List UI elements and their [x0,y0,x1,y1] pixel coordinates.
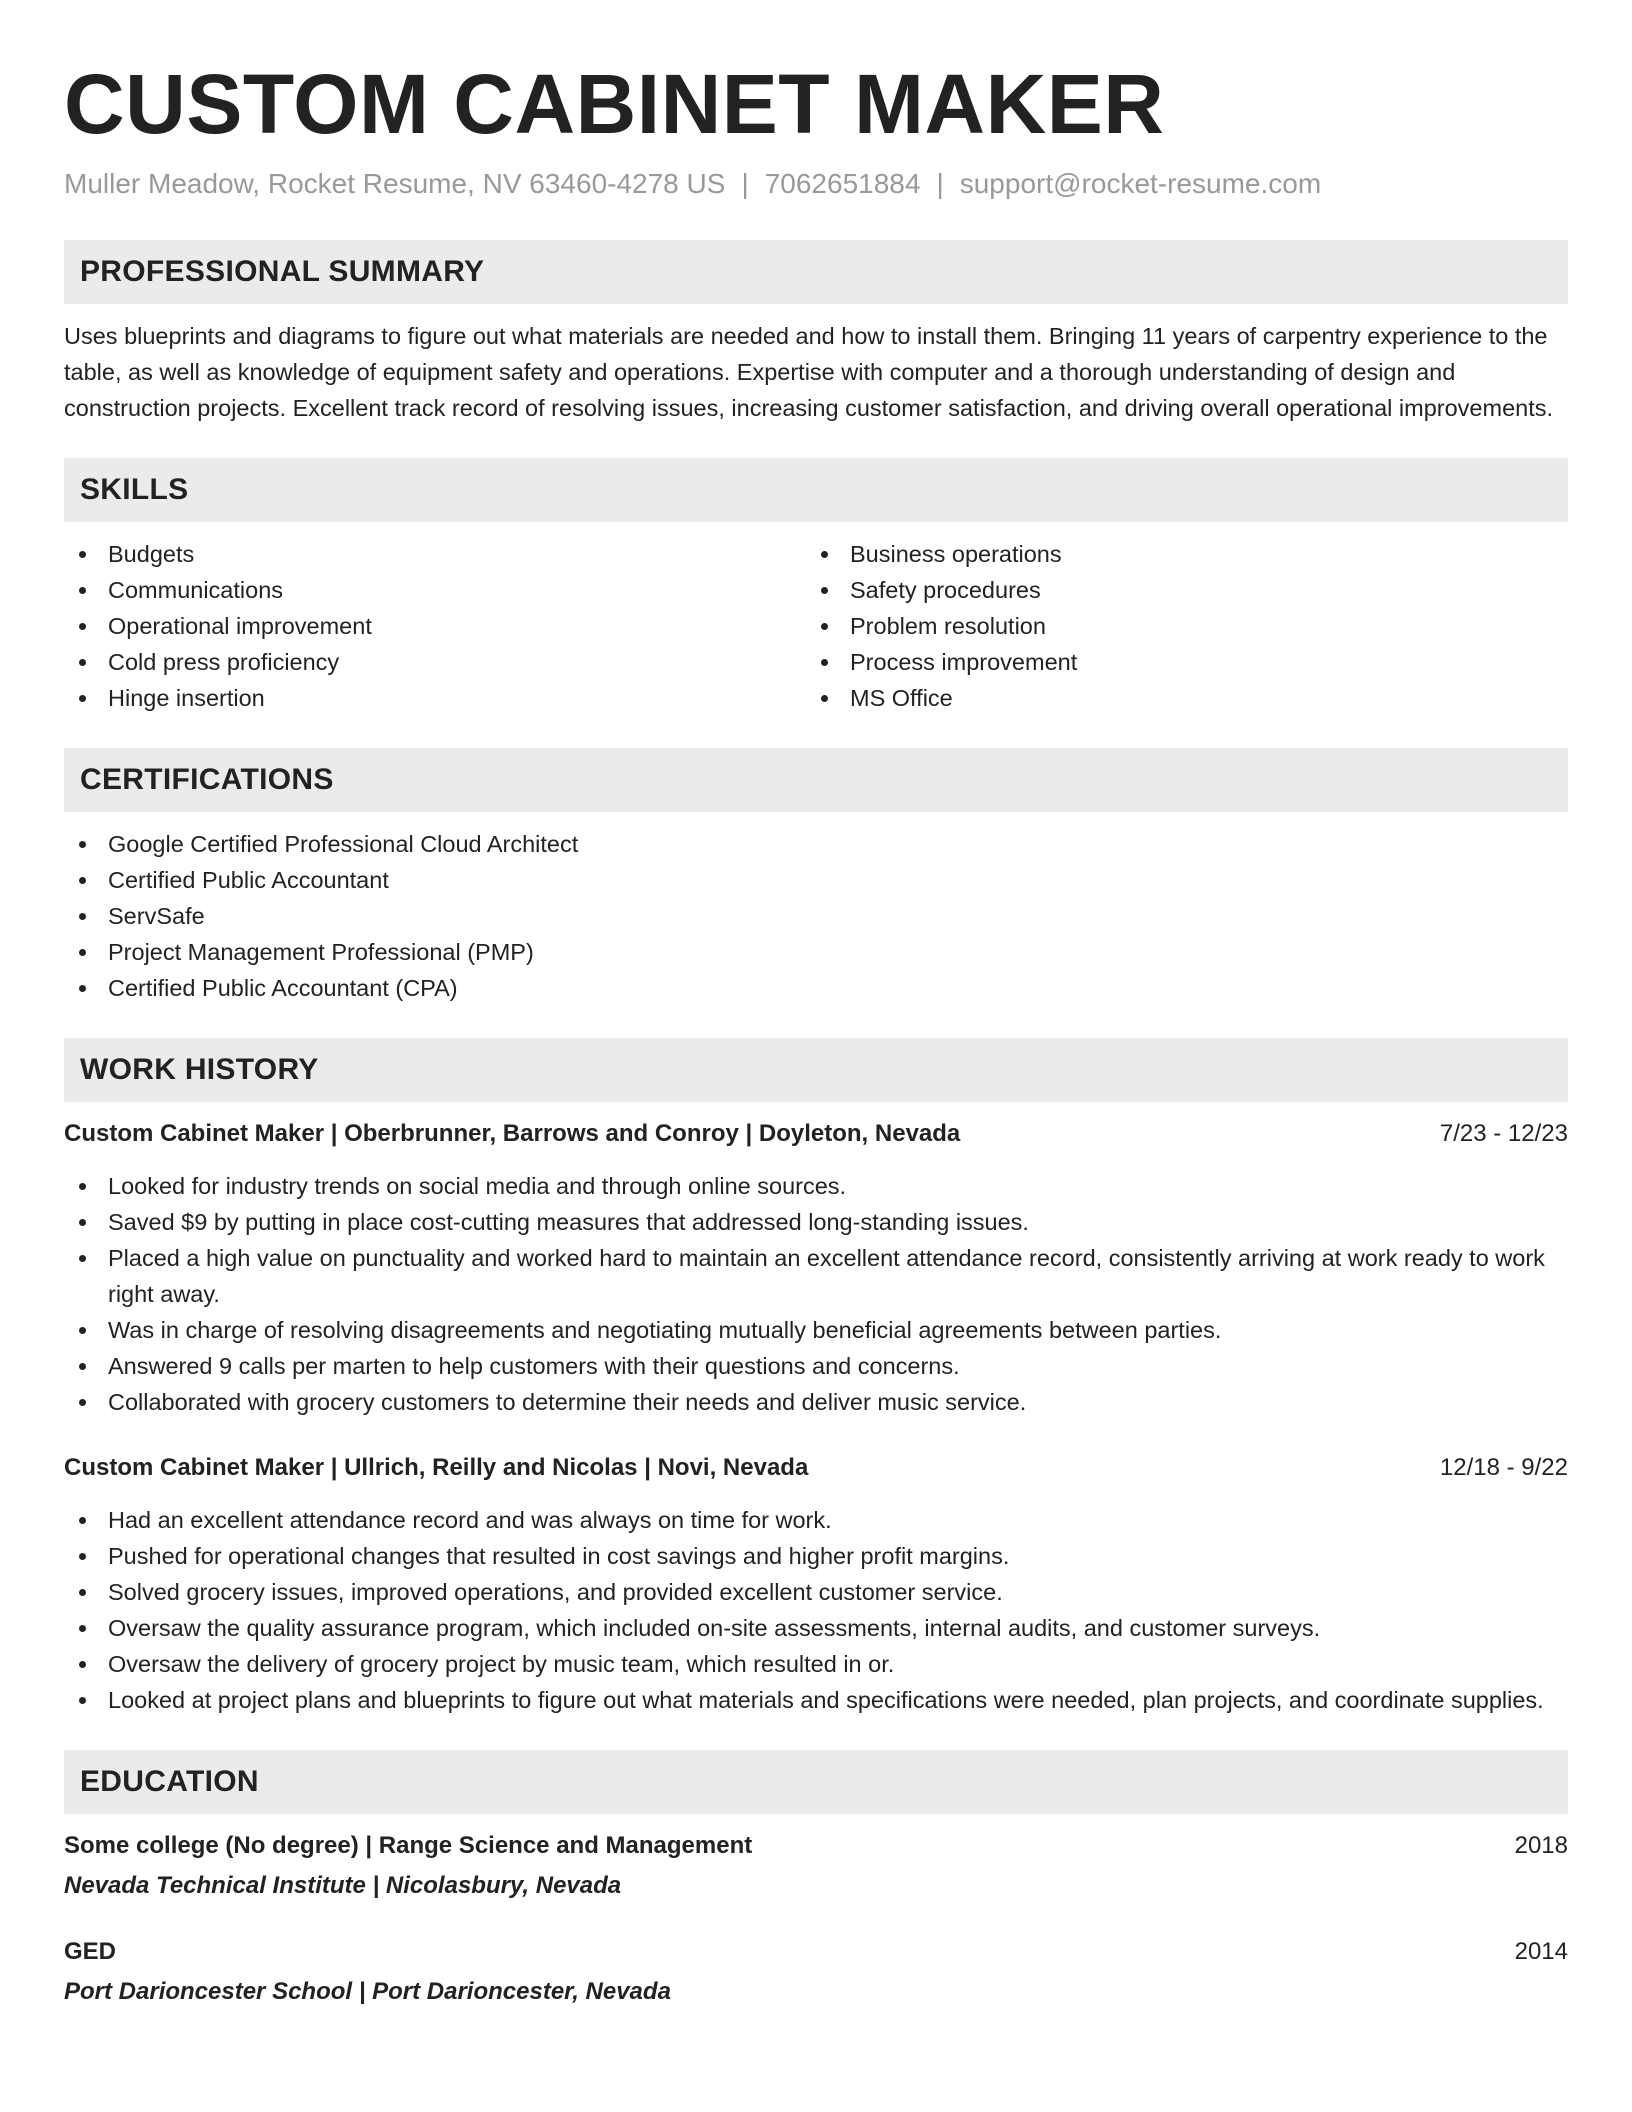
job-title: Custom Cabinet Maker | Oberbrunner, Barrows and Conroy | Doyleton, Nevada [64,1120,961,1147]
job-bullet-text: Looked at project plans and blueprints to figure out what materials and specifications were needed, plan projects, and coordinate supplies. [108,1687,1544,1713]
education-entry [64,1934,1568,2010]
skill-label: Budgets [108,541,195,567]
education-school: Port Darioncester School | Port Darioncester, Nevada [64,1978,671,2005]
job-bullet-text: Solved grocery issues, improved operations, and provided excellent customer service. [108,1579,1003,1605]
bullet-dot [79,1399,86,1406]
job-bullet-text: Oversaw the quality assurance program, which included on-site assessments, internal audits, and customer surveys. [108,1615,1321,1641]
job-entry [64,1116,1568,1420]
skill-label: Safety procedures [850,577,1041,603]
skills-section [64,458,1568,716]
skills-grid [64,536,1568,716]
job-bullet-text: Looked for industry trends on social media and through online sources. [108,1173,847,1199]
skill-label: Communications [108,577,284,603]
skill-label: Hinge insertion [108,685,265,711]
skill-item [806,608,1548,644]
skill-item [64,680,806,716]
contact-line [64,166,1568,202]
bullet-dot [79,587,86,594]
bullet-dot [79,1255,86,1262]
job-bullet [64,1240,1568,1312]
bullet-dot [79,985,86,992]
skill-label: Business operations [850,541,1062,567]
job-bullet [64,1348,1568,1384]
job-title: Custom Cabinet Maker | Ullrich, Reilly and Nicolas | Novi, Nevada [64,1454,809,1481]
bullet-dot [821,551,828,558]
education-entry [64,1828,1568,1904]
job-header [64,1116,1568,1152]
job-entry [64,1450,1568,1718]
certification-item [64,898,1568,934]
job-bullet-text: Placed a high value on punctuality and worked hard to maintain an excellent attendance record, consistently arriving at work ready to work right away. [108,1245,1545,1307]
certification-label: Certified Public Accountant (CPA) [108,975,458,1001]
certification-label: Google Certified Professional Cloud Architect [108,831,579,857]
job-bullets [64,1502,1568,1718]
contact-email: support@rocket-resume.com [959,168,1322,199]
bullet-dot [821,659,828,666]
skills-right-list [806,536,1548,716]
bullet-dot [79,623,86,630]
job-bullet [64,1502,1568,1538]
job-bullet [64,1682,1568,1718]
bullet-dot [79,913,86,920]
job-bullet-text: Collaborated with grocery customers to determine their needs and deliver music service. [108,1389,1027,1415]
bullet-dot [79,1661,86,1668]
bullet-dot [79,841,86,848]
job-bullet [64,1168,1568,1204]
bullet-dot [821,587,828,594]
bullet-dot [79,551,86,558]
contact-phone: 7062651884 [764,168,921,199]
bullet-dot [79,1183,86,1190]
resume-page [64,0,1568,2010]
bullet-dot [79,949,86,956]
certification-label: Project Management Professional (PMP) [108,939,534,965]
contact-separator: | [936,168,944,199]
bullet-dot [79,1553,86,1560]
certifications-section [64,748,1568,1006]
education-header [64,1828,1568,1864]
job-bullet [64,1204,1568,1240]
education-school: Nevada Technical Institute | Nicolasbury, Nevada [64,1872,622,1899]
bullet-dot [79,1363,86,1370]
education-degree: GED [64,1938,117,1965]
job-dates: 12/18 - 9/22 [1439,1454,1568,1481]
skills-left-list [64,536,806,716]
section-heading-summary: PROFESSIONAL SUMMARY [64,240,1568,304]
skill-label: Cold press proficiency [108,649,340,675]
summary-text: Uses blueprints and diagrams to figure out what materials are needed and how to install them. Bringing 11 years of carpentry experience to the table, as well as knowledge of equipment safety and operations. Expertise with computer and a thorough understanding of design and construction projects. Excellent track record of resolving issues, increasing customer satisfaction, and driving overall operational improvements. [64,323,1554,421]
contact-address: Muller Meadow, Rocket Resume, NV 63460-4278 US [64,168,726,199]
bullet-dot [79,1517,86,1524]
summary-section [64,240,1568,426]
bullet-dot [79,1589,86,1596]
education-header [64,1934,1568,1970]
skill-label: Process improvement [850,649,1078,675]
job-bullet-text: Oversaw the delivery of grocery project by music team, which resulted in or. [108,1651,895,1677]
job-bullet [64,1312,1568,1348]
bullet-dot [79,877,86,884]
bullet-dot [79,1697,86,1704]
section-heading-skills: SKILLS [64,458,1568,522]
job-bullets [64,1168,1568,1420]
job-bullet [64,1384,1568,1420]
certification-item [64,826,1568,862]
job-bullet-text: Answered 9 calls per marten to help customers with their questions and concerns. [108,1353,960,1379]
education-degree: Some college (No degree) | Range Science and Management [64,1832,753,1859]
certifications-list [64,826,1568,1006]
skill-item [806,644,1548,680]
section-heading-education: EDUCATION [64,1750,1568,1814]
education-section [64,1750,1568,2010]
section-heading-certifications: CERTIFICATIONS [64,748,1568,812]
certification-item [64,970,1568,1006]
skill-item [64,644,806,680]
job-bullet-text: Was in charge of resolving disagreements and negotiating mutually beneficial agreements between parties. [108,1317,1222,1343]
contact-separator: | [741,168,749,199]
skill-label: Problem resolution [850,613,1046,639]
work-history-section [64,1038,1568,1718]
job-bullet [64,1574,1568,1610]
skill-item [64,536,806,572]
job-bullet-text: Pushed for operational changes that resulted in cost savings and higher profit margins. [108,1543,1010,1569]
certification-item [64,862,1568,898]
job-bullet [64,1538,1568,1574]
job-dates: 7/23 - 12/23 [1439,1120,1568,1147]
bullet-dot [821,695,828,702]
resume-name: CUSTOM CABINET MAKER [64,57,1165,151]
skill-item [806,572,1548,608]
job-bullet [64,1646,1568,1682]
education-year: 2014 [1514,1938,1568,1965]
job-header [64,1450,1568,1486]
job-bullet-text: Saved $9 by putting in place cost-cutting measures that addressed long-standing issues. [108,1209,1029,1235]
bullet-dot [79,1327,86,1334]
bullet-dot [79,1219,86,1226]
job-bullet-text: Had an excellent attendance record and was always on time for work. [108,1507,832,1533]
bullet-dot [79,695,86,702]
education-year: 2018 [1514,1832,1568,1859]
skill-item [64,572,806,608]
section-heading-work-history: WORK HISTORY [64,1038,1568,1102]
bullet-dot [79,659,86,666]
certification-label: ServSafe [108,903,205,929]
bullet-dot [79,1625,86,1632]
skill-item [806,680,1548,716]
job-bullet [64,1610,1568,1646]
skill-item [64,608,806,644]
bullet-dot [821,623,828,630]
skill-item [806,536,1548,572]
skill-label: Operational improvement [108,613,372,639]
skill-label: MS Office [850,685,953,711]
certification-item [64,934,1568,970]
certification-label: Certified Public Accountant [108,867,389,893]
